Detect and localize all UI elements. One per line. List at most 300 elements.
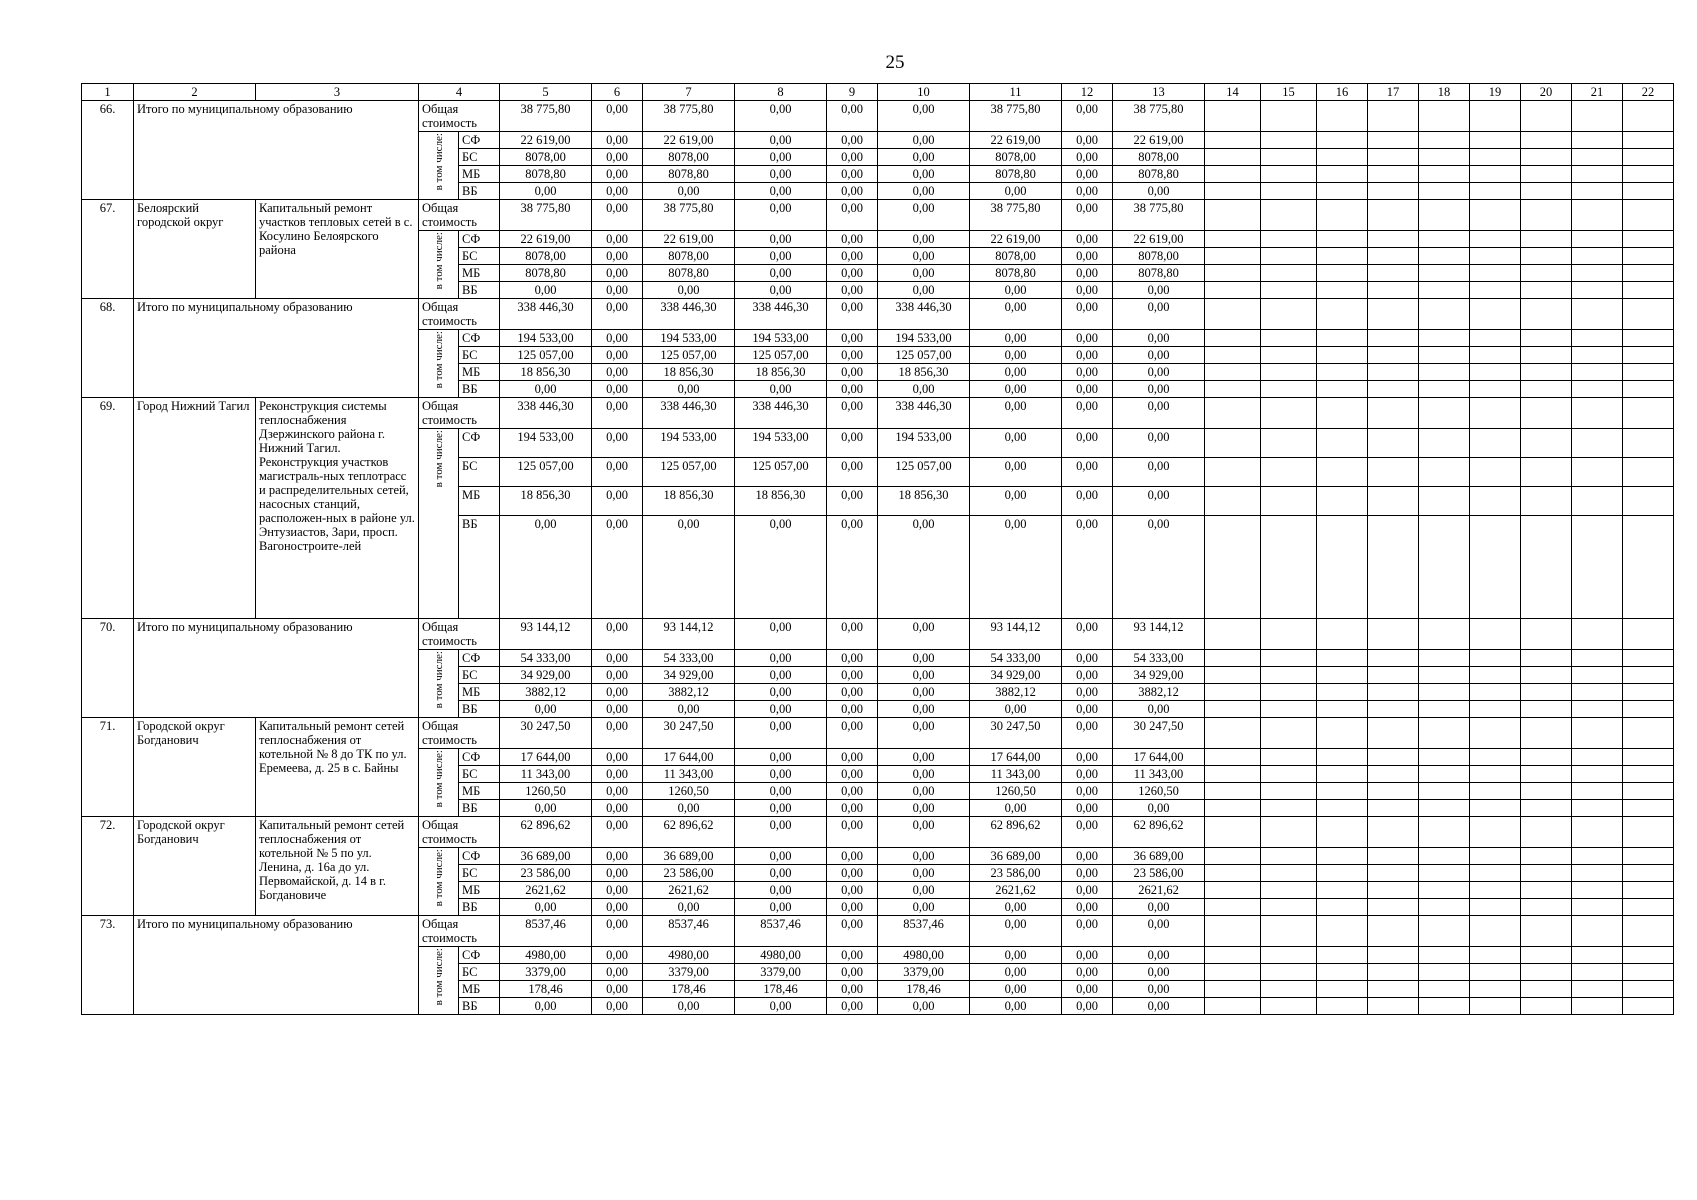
funding-source-label: МБ <box>459 265 500 282</box>
empty-cell <box>1470 364 1521 381</box>
empty-cell <box>1261 667 1317 684</box>
empty-cell <box>1521 487 1572 516</box>
empty-cell <box>1261 800 1317 817</box>
value-cell: 0,00 <box>1062 487 1113 516</box>
empty-cell <box>1368 783 1419 800</box>
value-cell: 0,00 <box>827 183 878 200</box>
empty-cell <box>1470 619 1521 650</box>
empty-cell <box>1470 231 1521 248</box>
value-cell: 194 533,00 <box>878 429 970 458</box>
empty-cell <box>1317 684 1368 701</box>
empty-cell <box>1368 398 1419 429</box>
header-cell: 3 <box>256 84 419 101</box>
empty-cell <box>1572 429 1623 458</box>
value-cell: 0,00 <box>878 166 970 183</box>
value-cell: 0,00 <box>827 516 878 619</box>
empty-cell <box>1572 364 1623 381</box>
value-cell: 0,00 <box>592 381 643 398</box>
empty-cell <box>1623 516 1674 619</box>
empty-cell <box>1623 619 1674 650</box>
value-cell: 36 689,00 <box>643 848 735 865</box>
value-cell: 338 446,30 <box>643 398 735 429</box>
empty-cell <box>1572 947 1623 964</box>
header-cell: 20 <box>1521 84 1572 101</box>
empty-cell <box>1521 701 1572 718</box>
value-cell: 0,00 <box>878 800 970 817</box>
empty-cell <box>1317 299 1368 330</box>
empty-cell <box>1368 299 1419 330</box>
value-cell: 0,00 <box>827 817 878 848</box>
total-cost-label: Общая стоимость <box>419 398 500 429</box>
total-cost-label: Общая стоимость <box>419 916 500 947</box>
empty-cell <box>1419 398 1470 429</box>
empty-cell <box>1521 364 1572 381</box>
value-cell: 2621,62 <box>1113 882 1205 899</box>
value-cell: 93 144,12 <box>500 619 592 650</box>
value-cell: 0,00 <box>592 364 643 381</box>
value-cell: 0,00 <box>878 865 970 882</box>
value-cell: 54 333,00 <box>970 650 1062 667</box>
including-label: в том числе: <box>432 133 445 191</box>
empty-cell <box>1572 248 1623 265</box>
value-cell: 8537,46 <box>643 916 735 947</box>
value-cell: 0,00 <box>878 381 970 398</box>
funding-source-label: БС <box>459 766 500 783</box>
empty-cell <box>1419 619 1470 650</box>
value-cell: 0,00 <box>592 330 643 347</box>
value-cell: 194 533,00 <box>500 330 592 347</box>
value-cell: 0,00 <box>878 667 970 684</box>
including-label-cell <box>419 650 459 718</box>
value-cell: 194 533,00 <box>500 429 592 458</box>
empty-cell <box>1521 684 1572 701</box>
value-cell: 0,00 <box>827 684 878 701</box>
value-cell: 3882,12 <box>970 684 1062 701</box>
empty-cell <box>1205 817 1261 848</box>
empty-cell <box>1368 282 1419 299</box>
empty-cell <box>1205 101 1261 132</box>
funding-source-label: БС <box>459 964 500 981</box>
empty-cell <box>1572 998 1623 1015</box>
value-cell: 0,00 <box>592 800 643 817</box>
empty-cell <box>1572 650 1623 667</box>
value-cell: 22 619,00 <box>970 231 1062 248</box>
empty-cell <box>1572 149 1623 166</box>
value-cell: 125 057,00 <box>735 458 827 487</box>
budget-table <box>81 83 1674 1015</box>
value-cell: 0,00 <box>592 766 643 783</box>
empty-cell <box>1261 981 1317 998</box>
empty-cell <box>1623 749 1674 766</box>
empty-cell <box>1419 800 1470 817</box>
empty-cell <box>1368 817 1419 848</box>
value-cell: 4980,00 <box>878 947 970 964</box>
value-cell: 4980,00 <box>735 947 827 964</box>
value-cell: 8078,00 <box>500 149 592 166</box>
empty-cell <box>1368 998 1419 1015</box>
value-cell: 0,00 <box>827 947 878 964</box>
empty-cell <box>1317 381 1368 398</box>
value-cell: 2621,62 <box>500 882 592 899</box>
value-cell: 0,00 <box>1062 299 1113 330</box>
value-cell: 1260,50 <box>500 783 592 800</box>
value-cell: 0,00 <box>878 183 970 200</box>
empty-cell <box>1368 429 1419 458</box>
value-cell: 0,00 <box>643 701 735 718</box>
empty-cell <box>1623 800 1674 817</box>
value-cell: 0,00 <box>592 899 643 916</box>
value-cell: 0,00 <box>735 882 827 899</box>
value-cell: 0,00 <box>878 749 970 766</box>
empty-cell <box>1368 667 1419 684</box>
value-cell: 0,00 <box>735 516 827 619</box>
empty-cell <box>1521 200 1572 231</box>
value-cell: 338 446,30 <box>735 299 827 330</box>
value-cell: 3882,12 <box>643 684 735 701</box>
value-cell: 3379,00 <box>878 964 970 981</box>
empty-cell <box>1205 231 1261 248</box>
value-cell: 0,00 <box>878 718 970 749</box>
value-cell: 0,00 <box>827 265 878 282</box>
value-cell: 0,00 <box>735 865 827 882</box>
including-label-cell <box>419 132 459 200</box>
empty-cell <box>1317 964 1368 981</box>
value-cell: 0,00 <box>1113 964 1205 981</box>
value-cell: 0,00 <box>735 667 827 684</box>
empty-cell <box>1317 398 1368 429</box>
header-cell: 10 <box>878 84 970 101</box>
empty-cell <box>1261 749 1317 766</box>
empty-cell <box>1261 947 1317 964</box>
value-cell: 0,00 <box>592 981 643 998</box>
including-label: в том числе: <box>432 849 445 907</box>
value-cell: 11 343,00 <box>643 766 735 783</box>
value-cell: 17 644,00 <box>970 749 1062 766</box>
value-cell: 0,00 <box>1062 364 1113 381</box>
value-cell: 0,00 <box>735 817 827 848</box>
header-cell: 19 <box>1470 84 1521 101</box>
empty-cell <box>1521 650 1572 667</box>
value-cell: 0,00 <box>592 667 643 684</box>
value-cell: 0,00 <box>1113 398 1205 429</box>
funding-source-label: СФ <box>459 650 500 667</box>
empty-cell <box>1368 516 1419 619</box>
value-cell: 0,00 <box>827 101 878 132</box>
municipality-name: Городской округ Богданович <box>134 817 256 916</box>
table-row <box>82 619 1674 650</box>
empty-cell <box>1317 330 1368 347</box>
value-cell: 0,00 <box>827 766 878 783</box>
funding-source-label: СФ <box>459 231 500 248</box>
value-cell: 0,00 <box>1062 265 1113 282</box>
empty-cell <box>1419 330 1470 347</box>
value-cell: 338 446,30 <box>500 398 592 429</box>
value-cell: 0,00 <box>827 200 878 231</box>
empty-cell <box>1572 701 1623 718</box>
value-cell: 0,00 <box>735 101 827 132</box>
value-cell: 0,00 <box>1113 429 1205 458</box>
value-cell: 11 343,00 <box>500 766 592 783</box>
value-cell: 0,00 <box>1062 865 1113 882</box>
value-cell: 62 896,62 <box>500 817 592 848</box>
empty-cell <box>1521 667 1572 684</box>
value-cell: 38 775,80 <box>970 101 1062 132</box>
empty-cell <box>1623 947 1674 964</box>
value-cell: 0,00 <box>970 347 1062 364</box>
header-cell: 17 <box>1368 84 1419 101</box>
empty-cell <box>1521 899 1572 916</box>
value-cell: 0,00 <box>878 132 970 149</box>
value-cell: 34 929,00 <box>643 667 735 684</box>
value-cell: 0,00 <box>878 619 970 650</box>
table-row <box>82 718 1674 749</box>
empty-cell <box>1470 783 1521 800</box>
value-cell: 125 057,00 <box>878 347 970 364</box>
value-cell: 2621,62 <box>970 882 1062 899</box>
empty-cell <box>1205 149 1261 166</box>
funding-source-label: ВБ <box>459 998 500 1015</box>
value-cell: 0,00 <box>1062 149 1113 166</box>
funding-source-label: МБ <box>459 981 500 998</box>
value-cell: 22 619,00 <box>643 132 735 149</box>
empty-cell <box>1623 817 1674 848</box>
value-cell: 0,00 <box>827 800 878 817</box>
empty-cell <box>1317 718 1368 749</box>
value-cell: 0,00 <box>970 964 1062 981</box>
empty-cell <box>1419 458 1470 487</box>
empty-cell <box>1317 364 1368 381</box>
empty-cell <box>1521 132 1572 149</box>
value-cell: 0,00 <box>735 183 827 200</box>
empty-cell <box>1261 899 1317 916</box>
value-cell: 0,00 <box>1062 766 1113 783</box>
value-cell: 0,00 <box>878 899 970 916</box>
row-number: 70. <box>82 619 134 718</box>
value-cell: 3882,12 <box>1113 684 1205 701</box>
empty-cell <box>1521 718 1572 749</box>
value-cell: 0,00 <box>827 347 878 364</box>
empty-cell <box>1261 231 1317 248</box>
empty-cell <box>1368 800 1419 817</box>
value-cell: 0,00 <box>970 330 1062 347</box>
value-cell: 0,00 <box>735 783 827 800</box>
value-cell: 0,00 <box>1113 516 1205 619</box>
value-cell: 0,00 <box>592 718 643 749</box>
empty-cell <box>1521 848 1572 865</box>
value-cell: 0,00 <box>500 381 592 398</box>
empty-cell <box>1261 817 1317 848</box>
value-cell: 0,00 <box>592 248 643 265</box>
empty-cell <box>1419 231 1470 248</box>
value-cell: 0,00 <box>1062 701 1113 718</box>
empty-cell <box>1419 149 1470 166</box>
empty-cell <box>1470 964 1521 981</box>
empty-cell <box>1205 800 1261 817</box>
value-cell: 0,00 <box>735 248 827 265</box>
value-cell: 0,00 <box>643 183 735 200</box>
header-cell: 16 <box>1317 84 1368 101</box>
value-cell: 0,00 <box>878 701 970 718</box>
value-cell: 18 856,30 <box>735 364 827 381</box>
value-cell: 0,00 <box>1062 783 1113 800</box>
value-cell: 0,00 <box>592 200 643 231</box>
value-cell: 0,00 <box>878 200 970 231</box>
value-cell: 0,00 <box>827 783 878 800</box>
empty-cell <box>1521 265 1572 282</box>
empty-cell <box>1470 166 1521 183</box>
including-label: в том числе: <box>432 750 445 808</box>
value-cell: 338 446,30 <box>735 398 827 429</box>
value-cell: 8078,00 <box>970 149 1062 166</box>
including-label-cell <box>419 231 459 299</box>
empty-cell <box>1419 718 1470 749</box>
empty-cell <box>1317 998 1368 1015</box>
empty-cell <box>1368 947 1419 964</box>
value-cell: 0,00 <box>592 166 643 183</box>
empty-cell <box>1419 487 1470 516</box>
value-cell: 0,00 <box>970 364 1062 381</box>
empty-cell <box>1623 364 1674 381</box>
empty-cell <box>1368 684 1419 701</box>
value-cell: 0,00 <box>878 766 970 783</box>
row-number: 66. <box>82 101 134 200</box>
empty-cell <box>1470 667 1521 684</box>
empty-cell <box>1261 766 1317 783</box>
empty-cell <box>1317 347 1368 364</box>
value-cell: 18 856,30 <box>500 487 592 516</box>
empty-cell <box>1317 899 1368 916</box>
empty-cell <box>1470 183 1521 200</box>
funding-source-label: ВБ <box>459 800 500 817</box>
header-cell: 22 <box>1623 84 1674 101</box>
empty-cell <box>1623 899 1674 916</box>
empty-cell <box>1205 964 1261 981</box>
table-row <box>82 817 1674 848</box>
value-cell: 125 057,00 <box>643 458 735 487</box>
value-cell: 38 775,80 <box>643 101 735 132</box>
value-cell: 0,00 <box>500 282 592 299</box>
value-cell: 0,00 <box>1113 916 1205 947</box>
value-cell: 0,00 <box>735 998 827 1015</box>
empty-cell <box>1419 964 1470 981</box>
value-cell: 8078,80 <box>970 166 1062 183</box>
empty-cell <box>1261 101 1317 132</box>
empty-cell <box>1205 947 1261 964</box>
value-cell: 0,00 <box>827 964 878 981</box>
empty-cell <box>1261 330 1317 347</box>
empty-cell <box>1470 981 1521 998</box>
empty-cell <box>1317 101 1368 132</box>
value-cell: 0,00 <box>735 800 827 817</box>
value-cell: 38 775,80 <box>500 200 592 231</box>
empty-cell <box>1419 667 1470 684</box>
value-cell: 338 446,30 <box>878 398 970 429</box>
empty-cell <box>1521 964 1572 981</box>
empty-cell <box>1205 516 1261 619</box>
value-cell: 54 333,00 <box>500 650 592 667</box>
funding-source-label: БС <box>459 248 500 265</box>
table-row <box>82 398 1674 429</box>
empty-cell <box>1205 865 1261 882</box>
empty-cell <box>1261 265 1317 282</box>
empty-cell <box>1317 458 1368 487</box>
empty-cell <box>1368 330 1419 347</box>
empty-cell <box>1623 149 1674 166</box>
empty-cell <box>1623 684 1674 701</box>
value-cell: 0,00 <box>970 701 1062 718</box>
value-cell: 22 619,00 <box>970 132 1062 149</box>
empty-cell <box>1572 299 1623 330</box>
value-cell: 0,00 <box>827 848 878 865</box>
empty-cell <box>1261 398 1317 429</box>
value-cell: 0,00 <box>735 282 827 299</box>
value-cell: 62 896,62 <box>643 817 735 848</box>
empty-cell <box>1317 650 1368 667</box>
empty-cell <box>1521 231 1572 248</box>
empty-cell <box>1623 429 1674 458</box>
empty-cell <box>1317 183 1368 200</box>
empty-cell <box>1470 299 1521 330</box>
value-cell: 1260,50 <box>643 783 735 800</box>
empty-cell <box>1623 766 1674 783</box>
value-cell: 0,00 <box>1113 458 1205 487</box>
empty-cell <box>1623 916 1674 947</box>
object-description: Капитальный ремонт сетей теплоснабжения от котельной № 5 по ул. Ленина, д. 16а до ул. Первомайской, д. 14 в г. Богдановиче <box>256 817 419 916</box>
empty-cell <box>1521 330 1572 347</box>
empty-cell <box>1317 848 1368 865</box>
value-cell: 0,00 <box>1062 166 1113 183</box>
value-cell: 0,00 <box>1062 718 1113 749</box>
empty-cell <box>1521 766 1572 783</box>
funding-source-label: БС <box>459 149 500 166</box>
empty-cell <box>1419 299 1470 330</box>
empty-cell <box>1368 183 1419 200</box>
value-cell: 178,46 <box>500 981 592 998</box>
empty-cell <box>1623 865 1674 882</box>
empty-cell <box>1261 299 1317 330</box>
value-cell: 0,00 <box>827 458 878 487</box>
empty-cell <box>1623 783 1674 800</box>
value-cell: 0,00 <box>1062 200 1113 231</box>
value-cell: 0,00 <box>500 899 592 916</box>
value-cell: 62 896,62 <box>970 817 1062 848</box>
value-cell: 34 929,00 <box>1113 667 1205 684</box>
value-cell: 0,00 <box>592 701 643 718</box>
empty-cell <box>1261 381 1317 398</box>
value-cell: 0,00 <box>500 183 592 200</box>
value-cell: 0,00 <box>1062 330 1113 347</box>
value-cell: 194 533,00 <box>643 429 735 458</box>
header-cell: 12 <box>1062 84 1113 101</box>
value-cell: 8078,80 <box>970 265 1062 282</box>
empty-cell <box>1368 749 1419 766</box>
header-cell: 2 <box>134 84 256 101</box>
empty-cell <box>1317 619 1368 650</box>
empty-cell <box>1521 516 1572 619</box>
value-cell: 0,00 <box>878 265 970 282</box>
empty-cell <box>1368 364 1419 381</box>
row-number: 73. <box>82 916 134 1015</box>
header-cell: 8 <box>735 84 827 101</box>
empty-cell <box>1470 650 1521 667</box>
value-cell: 338 446,30 <box>878 299 970 330</box>
empty-cell <box>1368 381 1419 398</box>
empty-cell <box>1623 347 1674 364</box>
header-cell: 18 <box>1419 84 1470 101</box>
empty-cell <box>1470 701 1521 718</box>
empty-cell <box>1419 848 1470 865</box>
value-cell: 0,00 <box>878 848 970 865</box>
